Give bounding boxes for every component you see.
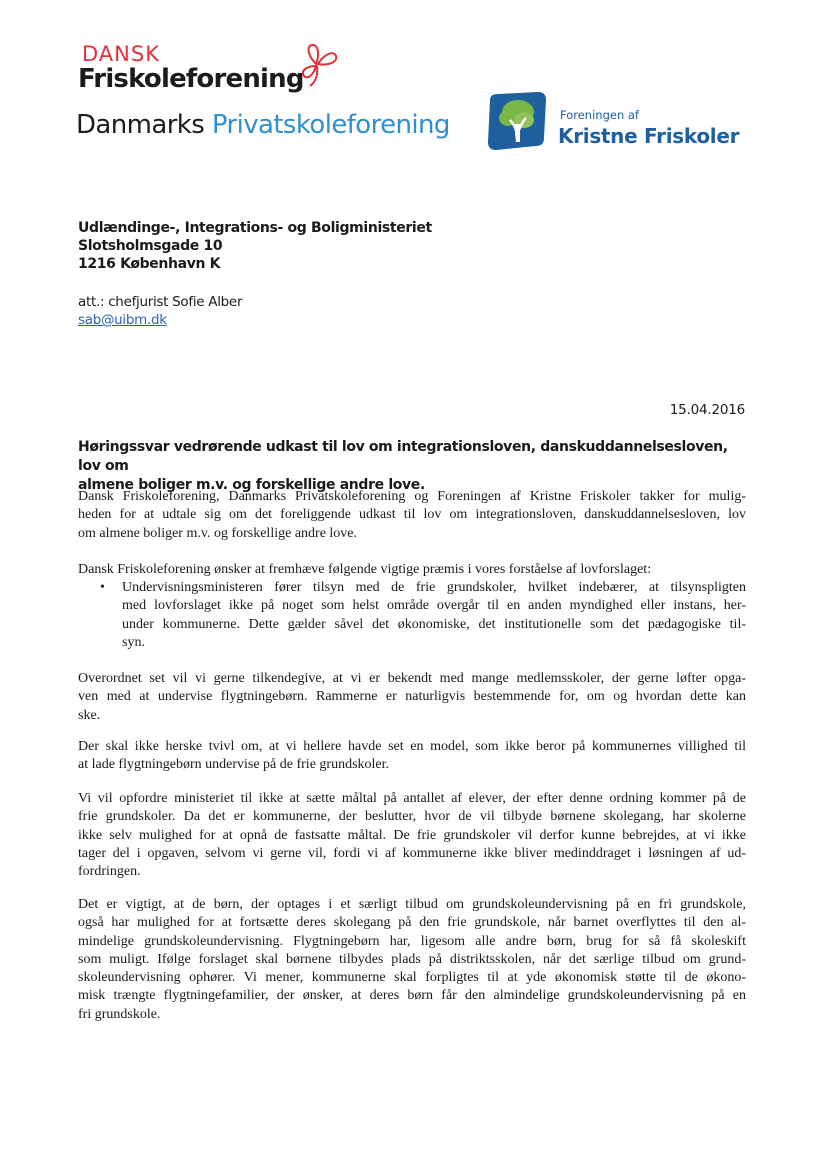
dansk-friskoleforening-logo-name: Friskoleforening bbox=[78, 64, 304, 94]
paragraph-1 bbox=[78, 488, 746, 543]
kristne-friskoler-logo-small: Foreningen af bbox=[560, 108, 639, 122]
text-line: om almene boliger m.v. og forskellige andre love. bbox=[78, 525, 358, 541]
text-line: ikke selv mulighed for at opnå de fastsatte måltal. De frie grundskoler vil derfor kunne bebrejdes, at vi ikke bbox=[78, 827, 746, 843]
text-line: med lovforslaget ikke på noget som helst område overgår til en anden myndighed eller instans, her- bbox=[122, 598, 746, 614]
recipient-address bbox=[78, 219, 432, 273]
text-line: ven med at undervise flygtningebørn. Rammerne er naturligvis bestemmende for, om og hvordan dette kan bbox=[78, 689, 746, 705]
kristne-friskoler-logo-name: Kristne Friskoler bbox=[558, 124, 740, 148]
tree-logo-icon bbox=[484, 90, 550, 152]
text-line: også har mulighed for at fortsætte deres skolegang på den frie grundskole, når barnet overflyttes til den al- bbox=[78, 915, 746, 931]
bullet-icon: • bbox=[100, 580, 105, 595]
dansk-friskoleforening-logo-top: DANSK bbox=[82, 42, 160, 66]
recipient-line: Slotsholmsgade 10 bbox=[78, 238, 223, 254]
paragraph-3 bbox=[78, 670, 746, 725]
attention-line: att.: chefjurist Sofie Alber bbox=[78, 294, 243, 310]
text-line: misk trængte flygtningefamilier, der ønsker, at deres børn får den almindelige grundskoleundervisning på en bbox=[78, 988, 746, 1004]
text-line: mindelige grundskoleundervisning. Flygtningebørn har, ligesom alle andre børn, brug for så få skoleskift bbox=[78, 933, 746, 949]
text-line: ske. bbox=[78, 707, 101, 723]
recipient-line: Udlændinge-, Integrations- og Boligministeriet bbox=[78, 220, 432, 236]
attention-block bbox=[78, 293, 242, 329]
bullet-text bbox=[122, 579, 746, 652]
email-link[interactable]: sab@uibm.dk bbox=[78, 312, 167, 328]
subject-line: almene boliger m.v. og forskellige andre love. bbox=[78, 477, 425, 493]
text-line: heden for at udtale sig om det foreliggende udkast til lov om integrationsloven, danskuddannelsesloven, lov bbox=[78, 507, 746, 523]
text-line: fordringen. bbox=[78, 864, 141, 880]
text-line: fri grundskole. bbox=[78, 1006, 161, 1022]
text-line: syn. bbox=[122, 634, 145, 650]
paragraph-5 bbox=[78, 790, 746, 881]
flower-icon bbox=[296, 42, 340, 88]
dp-logo-word-1: Danmarks bbox=[76, 110, 205, 140]
text-line: frie grundskoler. Da det er kommunerne, der beslutter, hvor de vil tilbyde børnene skolegang, har skolerne bbox=[78, 809, 746, 825]
text-line: tager del i opgaven, selvom vi gerne vil, fordi vi af kommunerne ikke bliver medinddraget i løsningen af ud- bbox=[78, 845, 746, 861]
dp-logo-word-2: Privatskoleforening bbox=[211, 110, 450, 140]
text-line: under kommunerne. Dette gælder såvel det økonomiske, det institutionelle som det pædagogiske til- bbox=[122, 616, 746, 632]
text-line: Dansk Friskoleforening ønsker at fremhæve følgende vigtige præmis i vores forståelse af lovforslaget: bbox=[78, 562, 652, 577]
text-line: Undervisningsministeren fører tilsyn med de frie grundskoler, hvilket indebærer, at tilsynspligten bbox=[122, 580, 746, 595]
text-line: Vi vil opfordre ministeriet til ikke at sætte måltal på antallet af elever, der efter denne ordning kommer på de bbox=[78, 791, 746, 806]
text-line: Det er vigtigt, at de børn, der optages i et særligt tilbud om grundskoleundervisning på en fri grundskole, bbox=[78, 897, 746, 912]
recipient-line: 1216 København K bbox=[78, 256, 221, 272]
letter-subject bbox=[78, 438, 746, 495]
subject-line: Høringssvar vedrørende udkast til lov om integrationsloven, danskuddannelsesloven, lov om bbox=[78, 439, 728, 474]
text-line: at lade flygtningebørn undervise på de frie grundskoler. bbox=[78, 757, 390, 773]
text-line: Der skal ikke herske tvivl om, at vi hellere havde set en model, som ikke beror på kommunernes villighed til bbox=[78, 739, 746, 754]
text-line: Overordnet set vil vi gerne tilkendegive, at vi er bekendt med mange medlemsskoler, der gerne løfter opga- bbox=[78, 671, 746, 686]
paragraph-4 bbox=[78, 738, 746, 775]
text-line: Dansk Friskoleforening, Danmarks Privatskoleforening og Foreningen af Kristne Friskoler takker for mulig- bbox=[78, 489, 746, 504]
danmarks-privatskoleforening-logo bbox=[76, 112, 450, 138]
text-line: som muligt. Ifølge forslaget skal børnene tilbydes plads på distriktsskolen, når det særlige tilbud om grund- bbox=[78, 951, 746, 967]
paragraph-2-intro bbox=[78, 561, 746, 579]
paragraph-6 bbox=[78, 896, 746, 1024]
letter-date: 15.04.2016 bbox=[669, 402, 745, 418]
text-line: skoleundervisning ophører. Vi mener, kommunerne skal forpligtes til at yde økonomisk støtte til de økono- bbox=[78, 970, 746, 986]
